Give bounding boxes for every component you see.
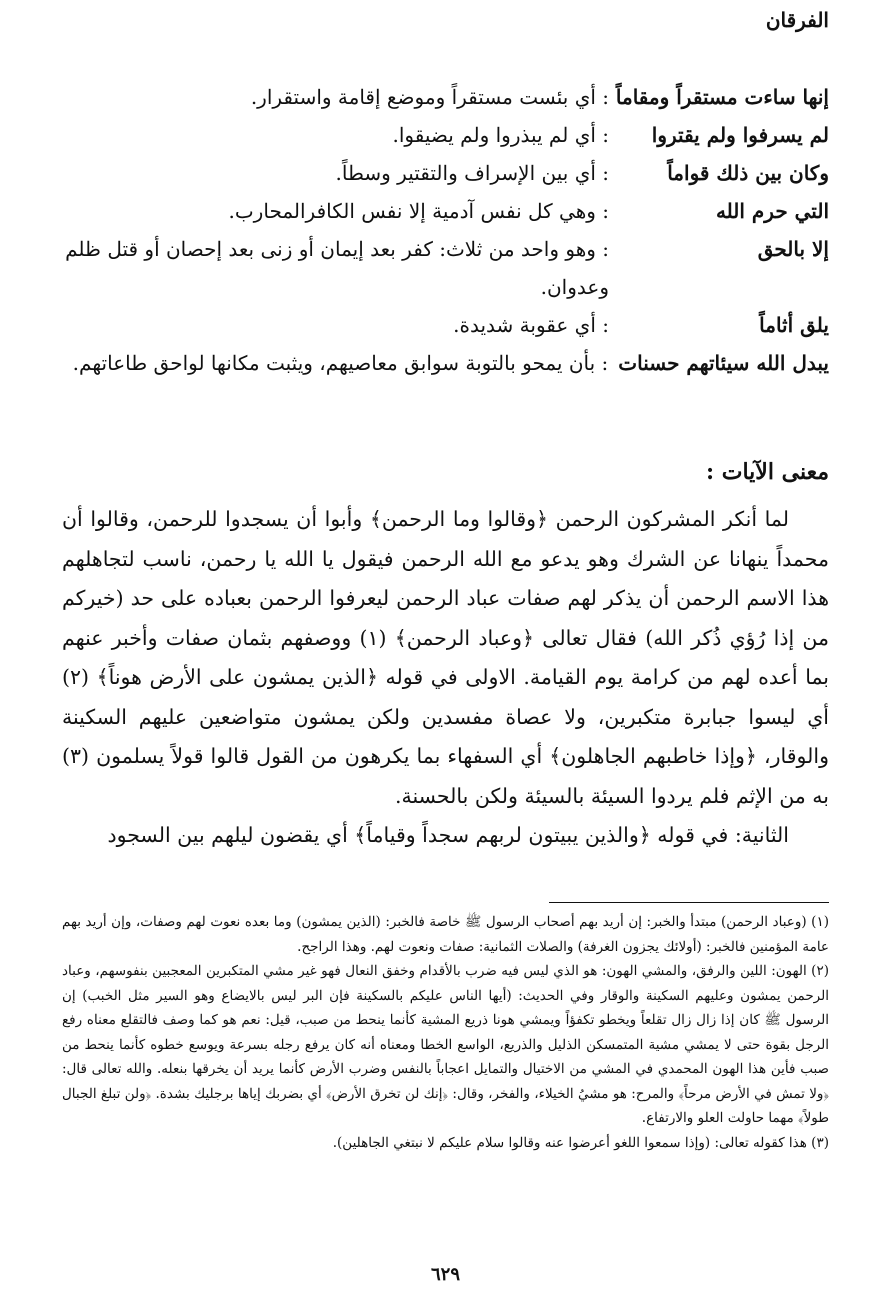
glossary-row — [60, 116, 829, 154]
glossary-term: إنها ساءت مستقراً ومقاماً — [615, 85, 829, 109]
footnote: (١) (وعباد الرحمن) مبتدأ والخبر: إن أريد بهم أصحاب الرسول ﷺ خاصة فالخبر: (الذين يمشون) وما بعده نعوت لهم وصفات، وإن أريد بهم عامة المؤمنين فالخبر: (أولائك يجزون الغرفة) والصلات الثمانية: صفات ونعوت لهم. وهذا الراجح. — [62, 914, 829, 955]
glossary-row — [60, 306, 829, 344]
glossary-term: إلا بالحق — [757, 237, 829, 261]
footnote: (٣) هذا كقوله تعالى: (وإذا سمعوا اللغو أعرضوا عنه وقالوا سلام عليكم لا نبتغي الجاهلين). — [332, 1134, 829, 1151]
glossary-definition: : أي لم يبذروا ولم يضيقوا. — [392, 123, 609, 147]
glossary — [60, 78, 829, 382]
glossary-term: وكان بين ذلك قواماً — [667, 161, 829, 185]
glossary-row — [60, 344, 829, 382]
paragraph: لما أنكر المشركون الرحمن ﴿وقالوا وما الرحمن﴾ وأبوا أن يسجدوا للرحمن، وقالوا أن محمداً ينهانا عن الشرك وهو يدعو مع الله الرحمن فيقول يا الله يا رحمن، ناسب لتجاهلهم هذا الاسم الرحمن أن يذكر لهم صفات عباد الرحمن ليعرفوا الرحمن بعباده على حد (خيركم من إذا رُؤي ذُكر الله) فقال تعالى ﴿وعباد الرحمن﴾ (١) ووصفهم بثمان صفات وأخبر عنهم بما أعده لهم من كرامة يوم القيامة. الاولى في قوله ﴿الذين يمشون على الأرض هوناً﴾ (٢) أي ليسوا جبابرة متكبرين، ولا عصاة مفسدين ولكن يمشون متواضعين عليهم السكينة والوقار، ﴿وإذا خاطبهم الجاهلون﴾ أي السفهاء بما يكرهون من القول قالوا قولاً يسلمون (٣) به من الإثم فلم يردوا السيئة بالسيئة ولكن بالحسنة. — [62, 507, 829, 808]
page-number: ٦٢٩ — [430, 1264, 460, 1285]
glossary-row — [60, 154, 829, 192]
glossary-definition: : بأن يمحو بالتوبة سوابق معاصيهم، ويثبت مكانها لواحق طاعاتهم. — [72, 351, 609, 375]
footnote: (٢) الهون: اللين والرفق، والمشي الهون: هو الذي ليس فيه ضرب بالأقدام وخفق النعال فهو غير مشي المتكبرين المعجبين بنفوسهم، وعباد الرحمن يمشون وعليهم السكينة والوقار وفي الحديث: (أيها الناس عليكم بالسكينة فإن البر ليس بالايضاع وهو السير مثل الخبب) إن الرسول ﷺ كان إذا زال زال تقلعاً ويخطو تكفؤاً ويمشي هونا ذريع المشية كأنما ينحط من صبب، قيل: نعم هو كما وصف فالتقلع معناه رفع الرجل بقوة حتى لا يمشي مشية المتمسكن الذليل والذريع، الواسع الخطا ومعناه أنه كان يرفع رجله بسرعة ويوسع خطوه كأنما ينحط من صبب فأين هذا الهون المحمدي في المشي من الاختيال والتمايل اعجاباً بالنفس وضرب الأرض كأنما يريد أن يخرقها بنعله. والله تعالى قال: ﴿ولا تمش في الأرض مرحاً﴾ والمرح: هو مشيُ الخيلاء، والفخر، وقال: ﴿إنك لن تخرق الأرض﴾ أي بضربك إياها برجليك بشدة. ﴿ولن تبلغ الجبال طولاً﴾ مهما حاولت العلو والارتفاع. — [62, 963, 829, 1126]
surah-header: الفرقان — [765, 8, 829, 32]
paragraph: الثانية: في قوله ﴿والذين يبيتون لربهم سجداً وقياماً﴾ أي يقضون ليلهم بين السجود — [107, 823, 789, 847]
footnote-divider — [549, 902, 829, 903]
glossary-row — [60, 78, 829, 116]
footnotes — [62, 910, 829, 1155]
glossary-term: يلق أثاماً — [759, 313, 829, 337]
glossary-row — [60, 230, 829, 306]
glossary-term: التي حرم الله — [715, 199, 829, 223]
section-title: معنى الآيات : — [705, 459, 829, 485]
glossary-definition: : أي عقوبة شديدة. — [453, 313, 609, 337]
glossary-row — [60, 192, 829, 230]
glossary-definition: : وهو واحد من ثلاث: كفر بعد إيمان أو زنى بعد إحصان أو قتل ظلم وعدوان. — [65, 237, 609, 299]
body-text — [62, 500, 829, 856]
glossary-definition: : وهي كل نفس آدمية إلا نفس الكافرالمحارب. — [228, 199, 609, 223]
glossary-definition: : أي بين الإسراف والتقتير وسطاً. — [335, 161, 609, 185]
glossary-term: لم يسرفوا ولم يقتروا — [651, 123, 829, 147]
glossary-definition: : أي بئست مستقراً وموضع إقامة واستقرار. — [250, 85, 609, 109]
glossary-term: يبدل الله سيئاتهم حسنات — [618, 351, 829, 375]
